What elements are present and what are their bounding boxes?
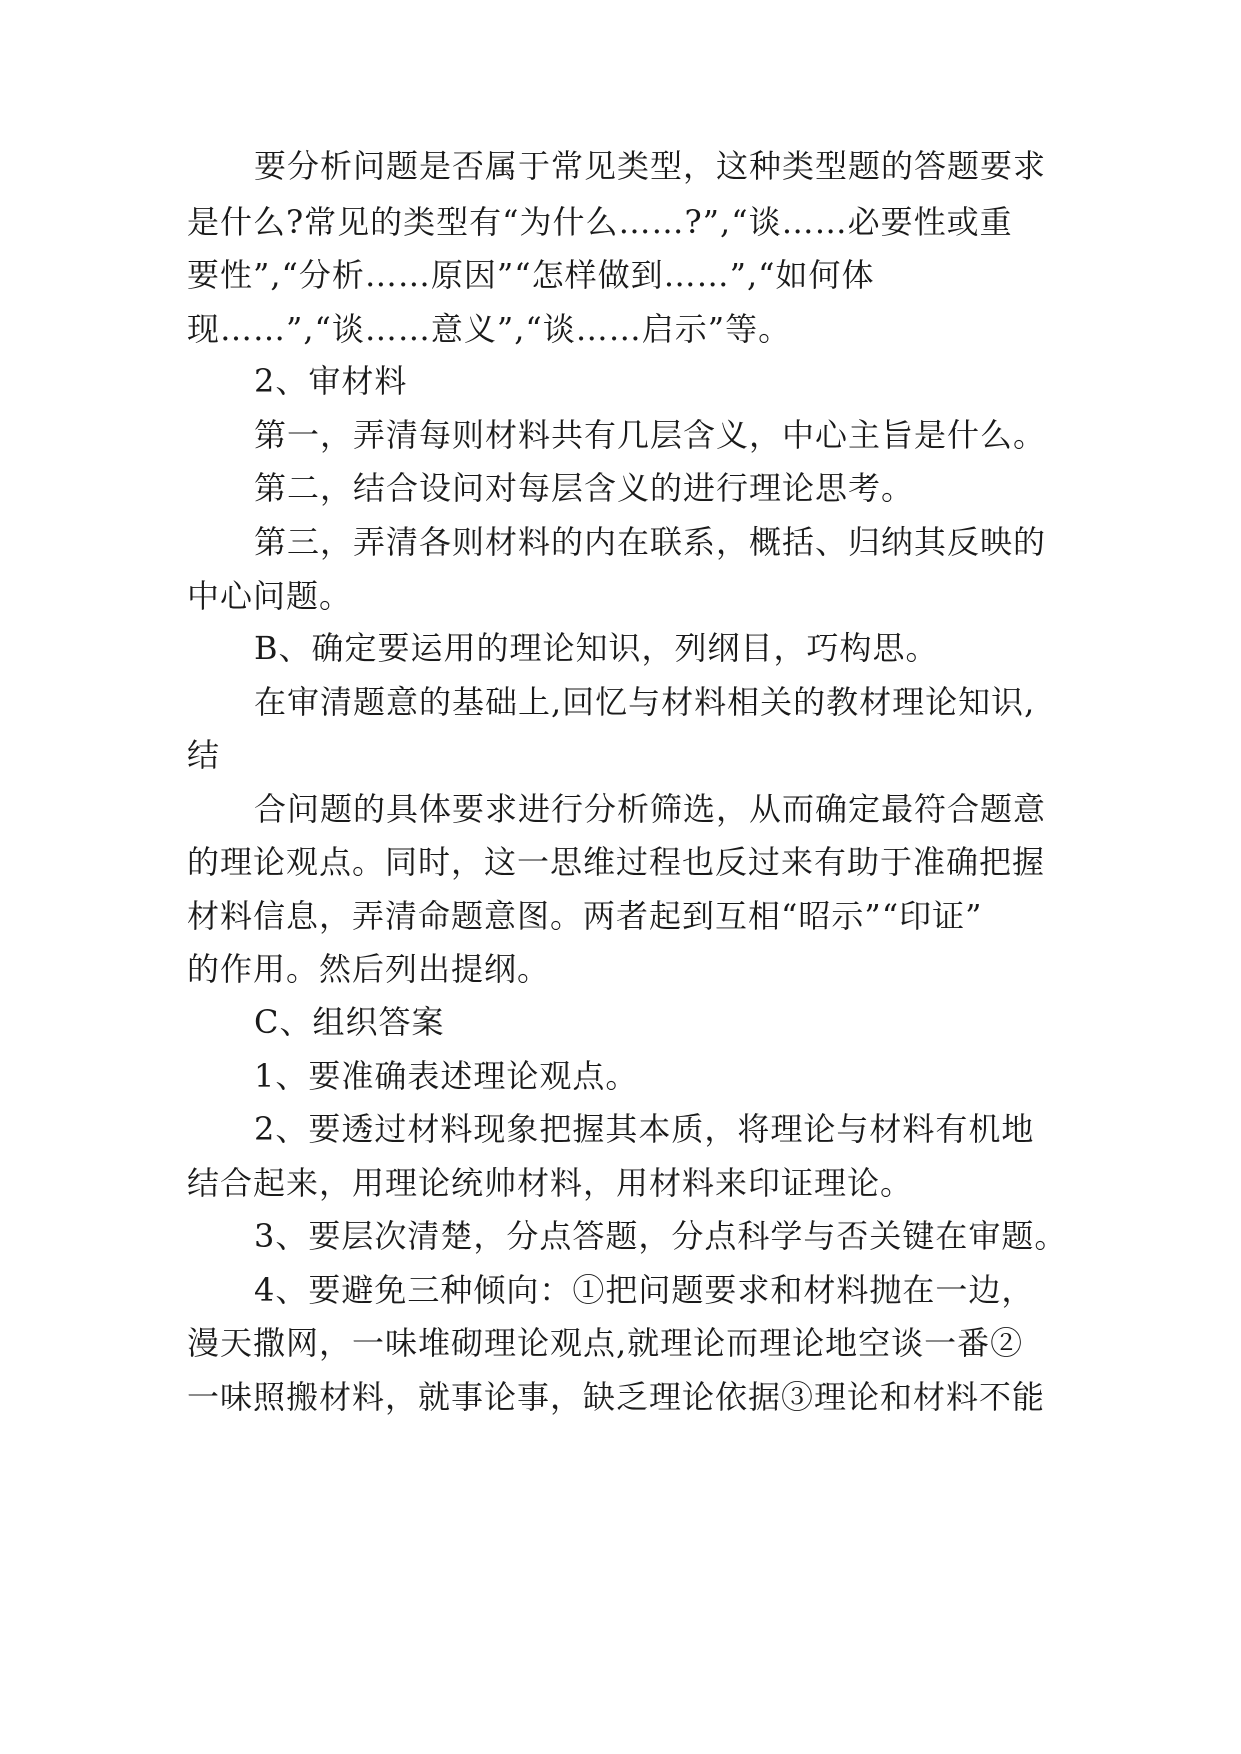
- paragraph-line: 第一，弄清每则材料共有几层含义，中心主旨是什么。: [254, 416, 1047, 454]
- paragraph-line: 的理论观点。同时，这一思维过程也反过来有助于准确把握: [187, 843, 1046, 881]
- paragraph-line: 漫天撒网，一味堆砌理论观点,就理论而理论地空谈一番②: [187, 1324, 1024, 1362]
- section-heading: 2、审材料: [254, 362, 408, 400]
- paragraph-line: 合问题的具体要求进行分析筛选，从而确定最符合题意: [254, 790, 1047, 828]
- section-heading: C、组织答案: [254, 1003, 445, 1041]
- list-item: 4、要避免三种倾向：①把问题要求和材料抛在一边，: [254, 1271, 1035, 1309]
- paragraph-line: 结合起来，用理论统帅材料，用材料来印证理论。: [187, 1164, 914, 1202]
- paragraph-line: 现……”,“谈……意义”,“谈……启示”等。: [187, 310, 792, 348]
- paragraph-line: 要性”,“分析……原因”“怎样做到……”,“如何体: [187, 256, 875, 294]
- paragraph-line: 中心问题。: [187, 577, 353, 615]
- list-item: 2、要透过材料现象把握其本质，将理论与材料有机地: [254, 1110, 1035, 1148]
- paragraph-line: 要分析问题是否属于常见类型，这种类型题的答题要求: [254, 147, 1047, 185]
- list-item: 3、要层次清楚，分点答题，分点科学与否关键在审题。: [254, 1217, 1068, 1255]
- paragraph-line: 材料信息，弄清命题意图。两者起到互相“昭示”“印证”: [187, 897, 983, 935]
- paragraph-line: 第二，结合设问对每层含义的进行理论思考。: [254, 469, 915, 507]
- list-item: 1、要准确表述理论观点。: [254, 1057, 639, 1095]
- paragraph-line: 结: [187, 736, 221, 774]
- paragraph-line: 一味照搬材料，就事论事，缺乏理论依据③理论和材料不能: [187, 1378, 1046, 1416]
- paragraph-line: 在审清题意的基础上,回忆与材料相关的教材理论知识,: [254, 683, 1036, 721]
- section-heading: B、确定要运用的理论知识，列纲目，巧构思。: [254, 629, 939, 667]
- paragraph-line: 的作用。然后列出提纲。: [187, 950, 551, 988]
- paragraph-line: 第三，弄清各则材料的内在联系，概括、归纳其反映的: [254, 523, 1047, 561]
- paragraph-line: 是什么?常见的类型有“为什么……?”,“谈……必要性或重: [187, 203, 1013, 241]
